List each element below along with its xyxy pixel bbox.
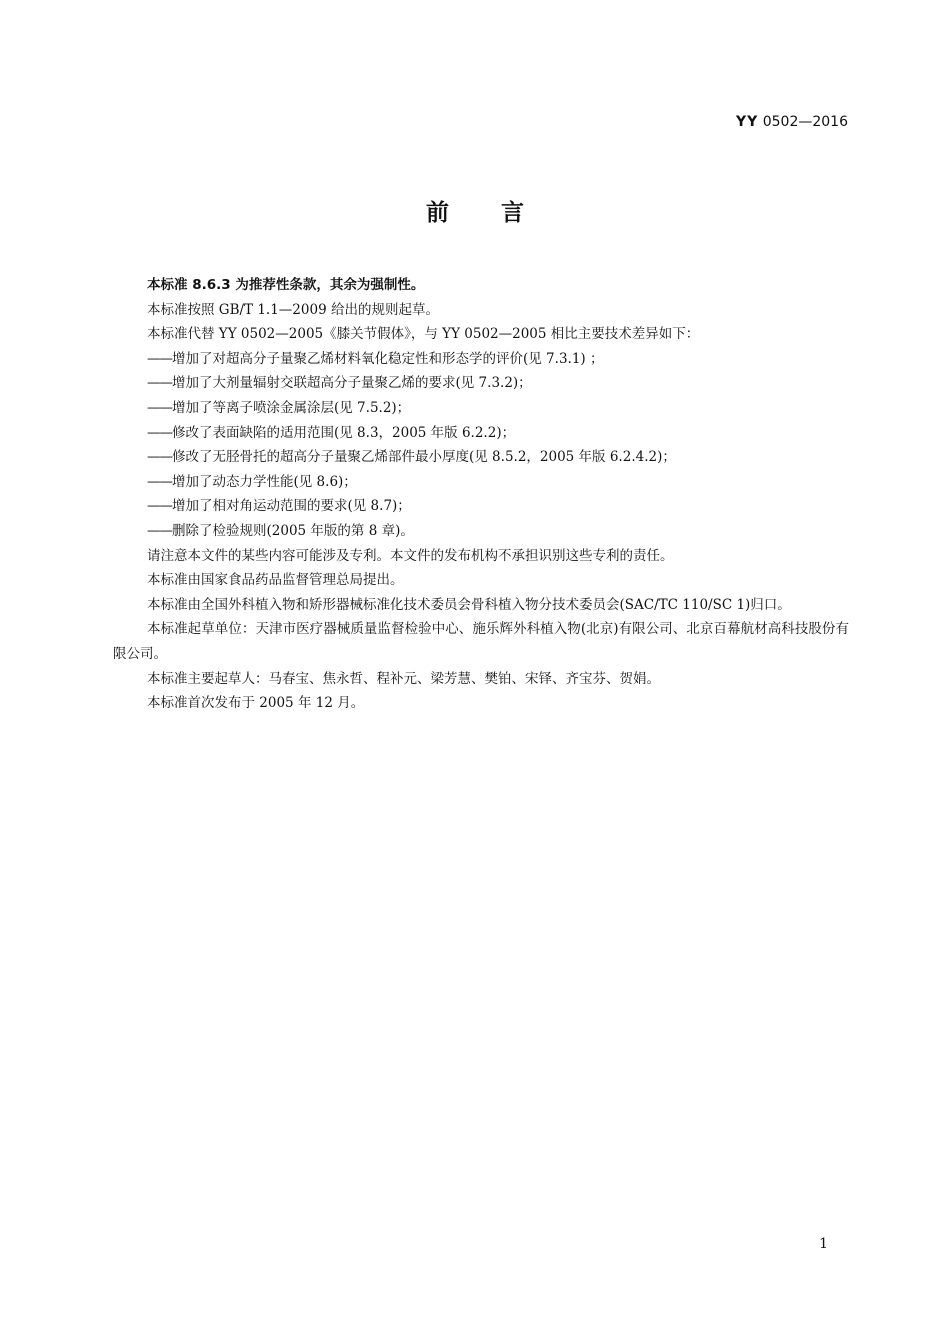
dash-marker: —— xyxy=(147,473,172,490)
paragraph-drafting-rules: 本标准按照 GB/T 1.1—2009 给出的规则起草。 xyxy=(147,301,439,318)
dash-marker: —— xyxy=(147,399,172,416)
list-item-text: 修改了无胫骨托的超高分子量聚乙烯部件最小厚度(见 8.5.2，2005 年版 6.2.4.2)； xyxy=(172,449,676,466)
dash-marker: —— xyxy=(147,375,172,392)
list-item-text: 增加了相对角运动范围的要求(见 8.7)； xyxy=(172,498,411,515)
list-item xyxy=(113,470,849,495)
dash-marker: —— xyxy=(147,424,172,441)
list-item xyxy=(113,519,849,544)
dash-marker: —— xyxy=(147,350,172,367)
paragraph-centralized-by: 本标准由全国外科植入物和矫形器械标准化技术委员会骨科植入物分技术委员会(SAC/TC 110/SC 1)归口。 xyxy=(147,596,791,613)
standard-number xyxy=(736,114,848,130)
paragraph-drafting-units: 本标准起草单位：天津市医疗器械质量监督检验中心、施乐辉外科植入物(北京)有限公司、北京百幕航材高科技股份有限公司。 xyxy=(113,621,849,662)
paragraph-proposed-by: 本标准由国家食品药品监督管理总局提出。 xyxy=(147,572,404,589)
list-item-text: 增加了对超高分子量聚乙烯材料氧化稳定性和形态学的评价(见 7.3.1) ； xyxy=(172,350,604,367)
paragraph-recommended-clause: 本标准 8.6.3 为推荐性条款，其余为强制性。 xyxy=(147,277,425,293)
list-item xyxy=(113,371,849,396)
page-title: 前言 xyxy=(426,200,576,226)
list-item-text: 删除了检验规则(2005 年版的第 8 章)。 xyxy=(172,522,414,539)
list-item-text: 增加了动态力学性能(见 8.6)； xyxy=(172,473,357,490)
list-item xyxy=(113,421,849,446)
list-item-text: 修改了表面缺陷的适用范围(见 8.3，2005 年版 6.2.2)； xyxy=(172,424,516,441)
dash-marker: —— xyxy=(147,449,172,466)
paragraph-drafters: 本标准主要起草人：马春宝、焦永哲、程补元、梁芳慧、樊铂、宋铎、齐宝芬、贺娟。 xyxy=(147,670,660,687)
paragraph-patent-notice: 请注意本文件的某些内容可能涉及专利。本文件的发布机构不承担识别这些专利的责任。 xyxy=(147,547,674,564)
dash-marker: —— xyxy=(147,498,172,515)
document-body xyxy=(113,273,849,716)
list-item xyxy=(113,347,849,372)
paragraph-replaces: 本标准代替 YY 0502—2005《膝关节假体》，与 YY 0502—2005 相比主要技术差异如下： xyxy=(147,326,700,343)
list-item-text: 增加了等离子喷涂金属涂层(见 7.5.2)； xyxy=(172,399,411,416)
dash-marker: —— xyxy=(147,522,172,539)
list-item xyxy=(113,396,849,421)
list-item-text: 增加了大剂量辐射交联超高分子量聚乙烯的要求(见 7.3.2)； xyxy=(172,375,532,392)
changes-list xyxy=(113,347,849,544)
paragraph-first-release: 本标准首次发布于 2005 年 12 月。 xyxy=(147,695,365,712)
page-number: 1 xyxy=(819,1236,828,1252)
list-item xyxy=(113,445,849,470)
standard-prefix: YY xyxy=(736,114,759,130)
standard-code: 0502—2016 xyxy=(762,114,848,130)
list-item xyxy=(113,494,849,519)
